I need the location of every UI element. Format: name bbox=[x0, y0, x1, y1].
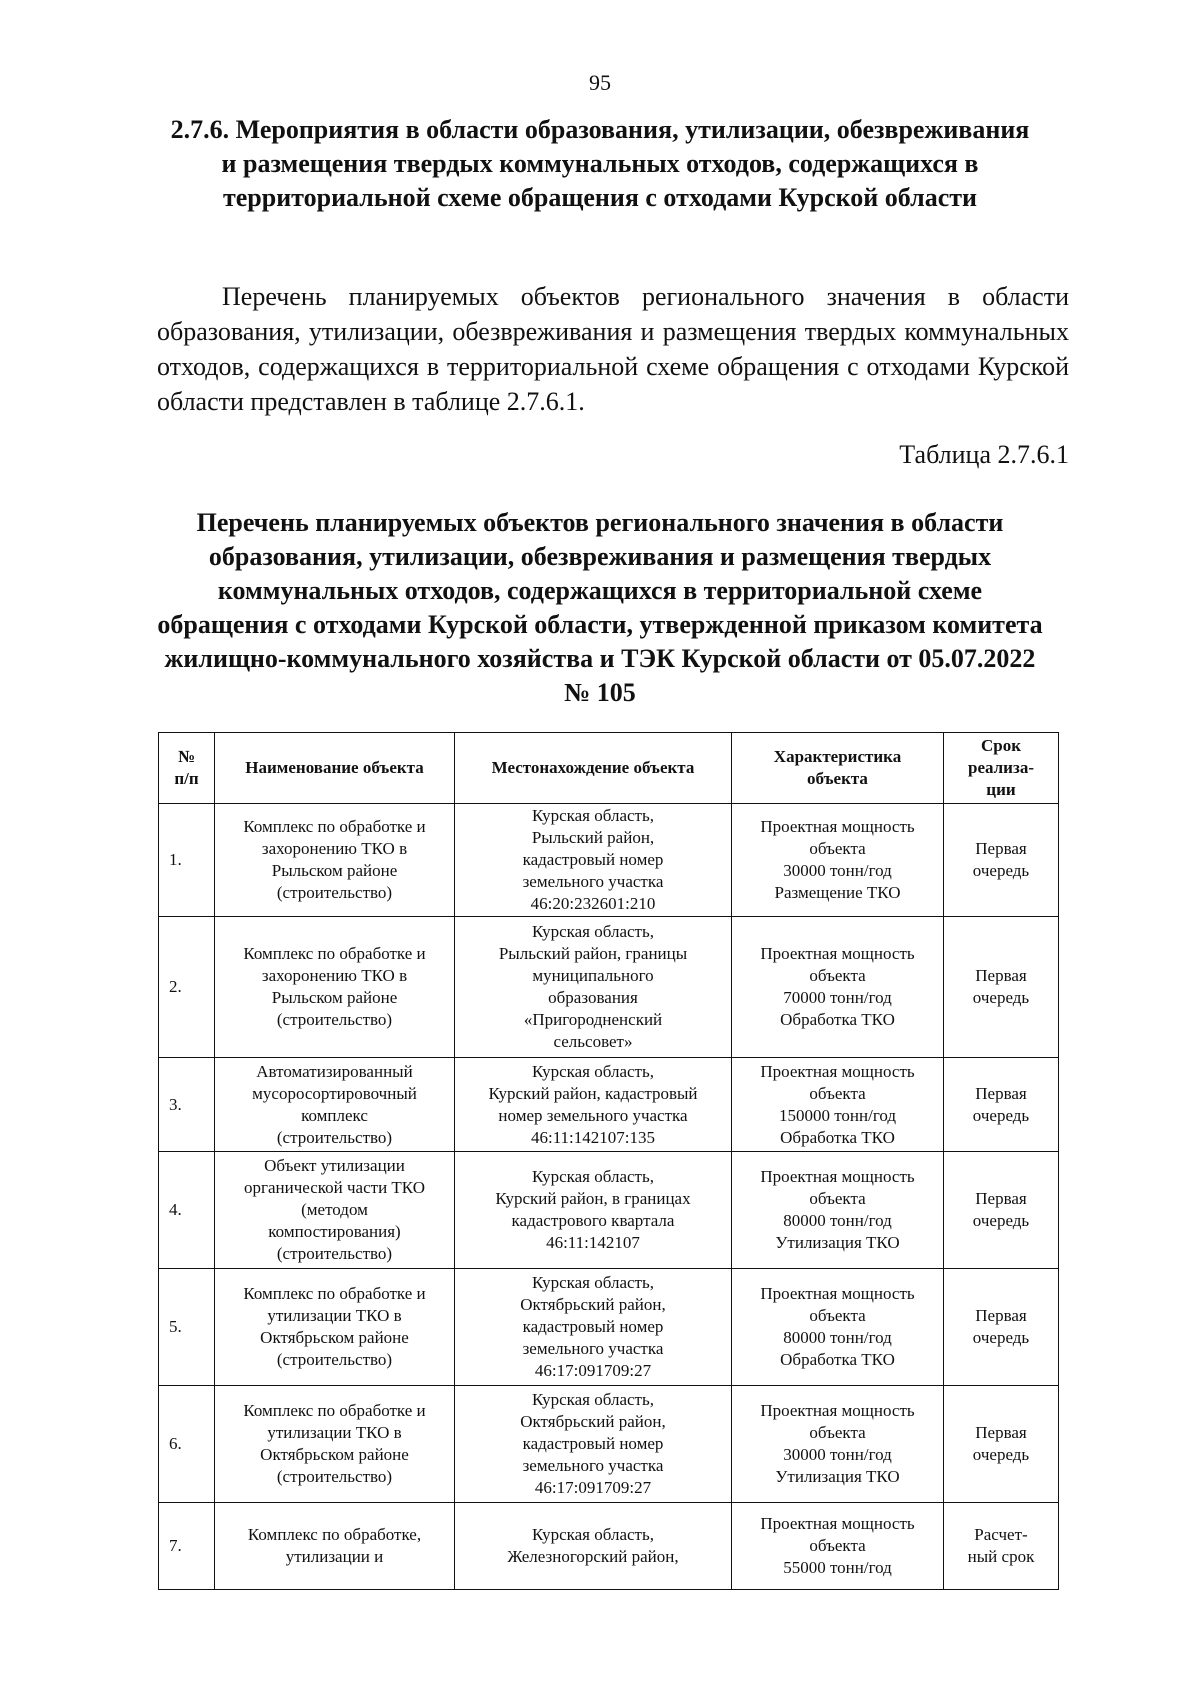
cell-characteristic: Проектная мощность объекта 55000 тонн/год bbox=[732, 1503, 944, 1590]
header-term: Срок реализа- ции bbox=[944, 733, 1059, 804]
cell-location: Курская область, Октябрьский район, кадастровый номер земельного участка 46:17:091709:27 bbox=[455, 1386, 732, 1503]
cell-term: Расчет- ный срок bbox=[944, 1503, 1059, 1590]
cell-characteristic: Проектная мощность объекта 30000 тонн/год Утилизация ТКО bbox=[732, 1386, 944, 1503]
table-row bbox=[159, 1503, 1059, 1590]
table-row bbox=[159, 1152, 1059, 1269]
cell-term: Первая очередь bbox=[944, 1058, 1059, 1152]
header-num: № п/п bbox=[159, 733, 215, 804]
table-row bbox=[159, 804, 1059, 917]
table-row bbox=[159, 1269, 1059, 1386]
cell-characteristic: Проектная мощность объекта 80000 тонн/год Обработка ТКО bbox=[732, 1269, 944, 1386]
cell-characteristic: Проектная мощность объекта 70000 тонн/год Обработка ТКО bbox=[732, 917, 944, 1058]
header-characteristic: Характеристика объекта bbox=[732, 733, 944, 804]
cell-name: Комплекс по обработке, утилизации и bbox=[215, 1503, 455, 1590]
header-location: Местонахождение объекта bbox=[455, 733, 732, 804]
cell-name: Комплекс по обработке и утилизации ТКО в Октябрьском районе (строительство) bbox=[215, 1386, 455, 1503]
cell-name: Комплекс по обработке и захоронению ТКО в Рыльском районе (строительство) bbox=[215, 917, 455, 1058]
cell-location: Курская область, Курский район, в границах кадастрового квартала 46:11:142107 bbox=[455, 1152, 732, 1269]
cell-term: Первая очередь bbox=[944, 1386, 1059, 1503]
cell-num: 7. bbox=[159, 1503, 215, 1590]
cell-num: 4. bbox=[159, 1152, 215, 1269]
table-title: Перечень планируемых объектов регионального значения в области образования, утилизации, обезвреживания и размещения твердых коммунальных отходов, содержащихся в территориальной схеме обращения с отходами Курской области, утвержденной приказом комитета жилищно-коммунального хозяйства и ТЭК Курской области от 05.07.2022 № 105 bbox=[157, 508, 1043, 707]
cell-num: 2. bbox=[159, 917, 215, 1058]
table-row bbox=[159, 917, 1059, 1058]
cell-term: Первая очередь bbox=[944, 1269, 1059, 1386]
cell-characteristic: Проектная мощность объекта 80000 тонн/год Утилизация ТКО bbox=[732, 1152, 944, 1269]
cell-location: Курская область, Рыльский район, границы муниципального образования «Пригородненский сельсовет» bbox=[455, 917, 732, 1058]
section-title: 2.7.6. Мероприятия в области образования, утилизации, обезвреживания и размещения твердых коммунальных отходов, содержащихся в территориальной схеме обращения с отходами Курской области bbox=[170, 115, 1030, 212]
cell-term: Первая очередь bbox=[944, 917, 1059, 1058]
table-label: Таблица 2.7.6.1 bbox=[899, 440, 1069, 469]
page-number: 95 bbox=[589, 70, 611, 95]
cell-name: Комплекс по обработке и утилизации ТКО в Октябрьском районе (строительство) bbox=[215, 1269, 455, 1386]
cell-location: Курская область, Железногорский район, bbox=[455, 1503, 732, 1590]
table-row bbox=[159, 1386, 1059, 1503]
cell-location: Курская область, Курский район, кадастровый номер земельного участка 46:11:142107:135 bbox=[455, 1058, 732, 1152]
table-header-row bbox=[159, 733, 1059, 804]
intro-paragraph: Перечень планируемых объектов регионального значения в области образования, утилизации, обезвреживания и размещения твердых коммунальных отходов, содержащихся в территориальной схеме обращения с отходами Курской области представлен в таблице 2.7.6.1. bbox=[157, 282, 1069, 416]
cell-name: Автоматизированный мусоросортировочный комплекс (строительство) bbox=[215, 1058, 455, 1152]
cell-term: Первая очередь bbox=[944, 804, 1059, 917]
cell-num: 3. bbox=[159, 1058, 215, 1152]
objects-table bbox=[158, 732, 1059, 1590]
cell-name: Объект утилизации органической части ТКО (методом компостирования) (строительство) bbox=[215, 1152, 455, 1269]
cell-num: 5. bbox=[159, 1269, 215, 1386]
table-row bbox=[159, 1058, 1059, 1152]
cell-location: Курская область, Октябрьский район, кадастровый номер земельного участка 46:17:091709:27 bbox=[455, 1269, 732, 1386]
header-name: Наименование объекта bbox=[215, 733, 455, 804]
cell-location: Курская область, Рыльский район, кадастровый номер земельного участка 46:20:232601:210 bbox=[455, 804, 732, 917]
cell-name: Комплекс по обработке и захоронению ТКО в Рыльском районе (строительство) bbox=[215, 804, 455, 917]
cell-num: 1. bbox=[159, 804, 215, 917]
cell-characteristic: Проектная мощность объекта 150000 тонн/год Обработка ТКО bbox=[732, 1058, 944, 1152]
cell-num: 6. bbox=[159, 1386, 215, 1503]
cell-term: Первая очередь bbox=[944, 1152, 1059, 1269]
cell-characteristic: Проектная мощность объекта 30000 тонн/год Размещение ТКО bbox=[732, 804, 944, 917]
